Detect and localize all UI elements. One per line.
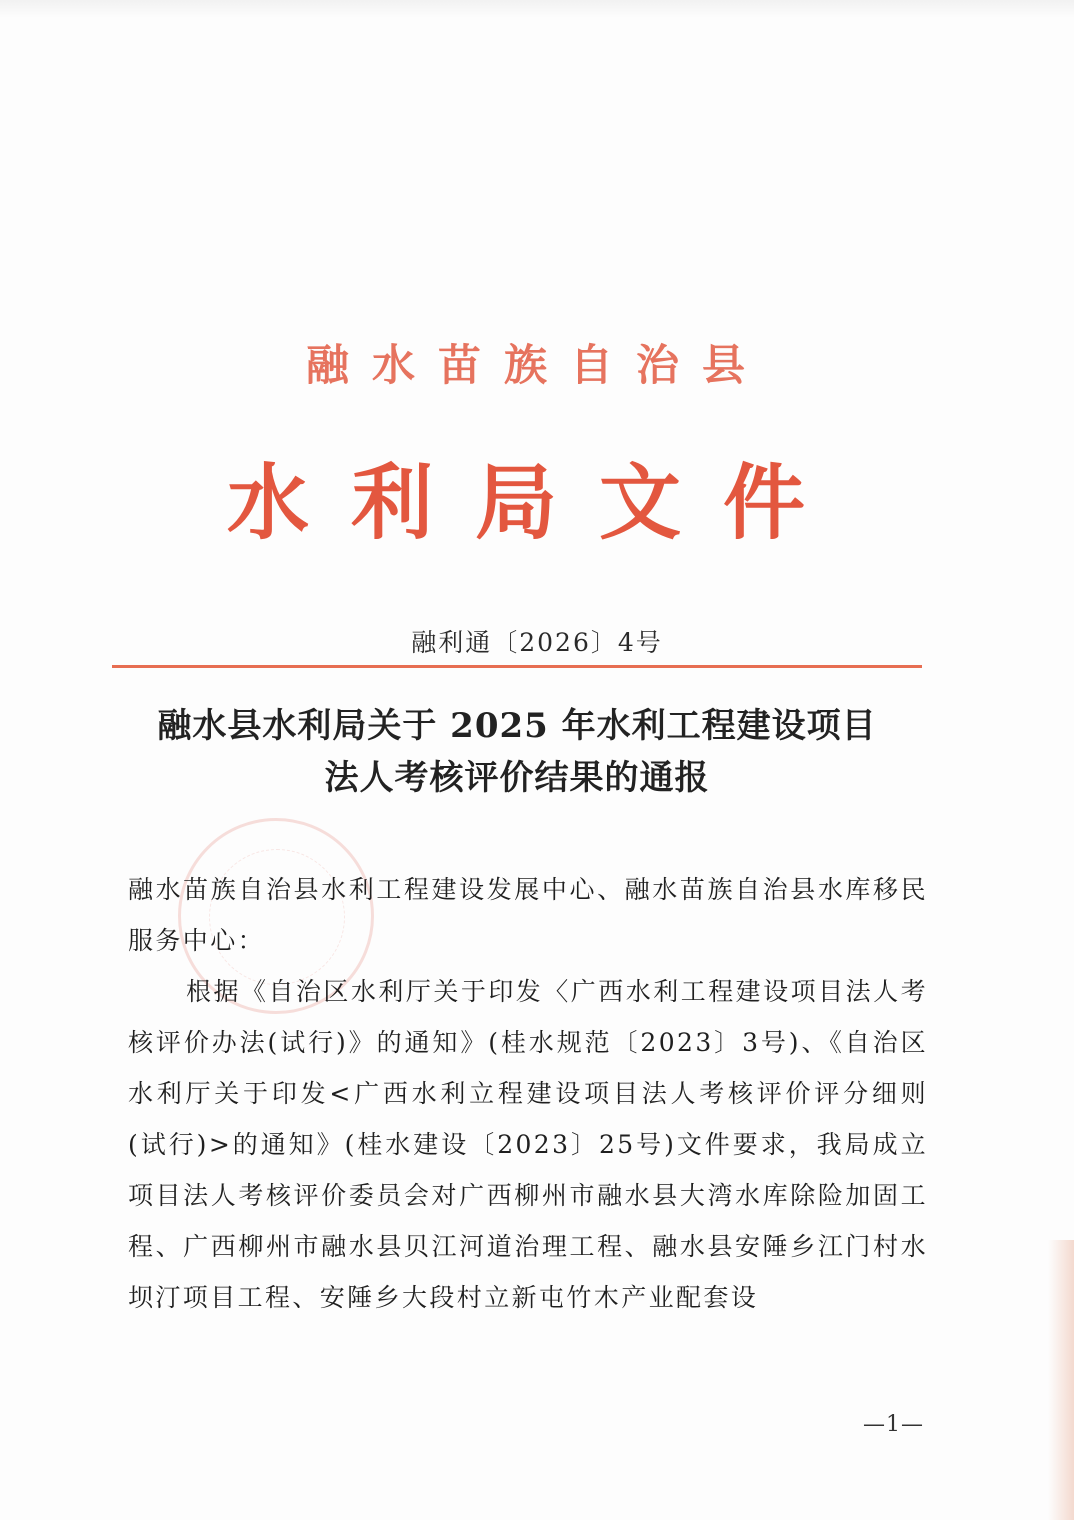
body-paragraph-1: 根据《自治区水利厅关于印发〈广西水利工程建设项目法人考核评价办法(试行)》的通知》(桂水规范〔2023〕3号)、《自治区水利厅关于印发<广西水利立程建设项目法人考核评价评分细则(试行)>的通知》(桂水建设〔2023〕25号)文件要求，我局成立项目法人考核评价委员会对广西柳州市融水县大湾水库除险加固工程、广西柳州市融水县贝江河道治理工程、融水县安陲乡江门村水坝汀项目工程、安陲乡大段村立新屯竹木产业配套设: [128, 977, 928, 1312]
scan-top-shadow: [0, 0, 1074, 18]
notice-title: [112, 700, 922, 804]
red-divider-line: [112, 665, 922, 668]
scan-edge-mark: [1048, 1240, 1074, 1520]
issuer-county-name: 融水苗族自治县: [306, 341, 768, 391]
issuer-document-heading: 水利局文件: [226, 455, 847, 551]
addressee-text: 融水苗族自治县水利工程建设发展中心、融水苗族自治县水库移民服务中心：: [128, 875, 928, 955]
notice-title-line-2: 法人考核评价结果的通报: [324, 758, 710, 798]
notice-title-line-1: 融水县水利局关于 2025 年水利工程建设项目: [157, 706, 877, 746]
notice-body: [128, 864, 928, 1323]
document-number: 融利通〔2026〕4号: [411, 628, 663, 657]
page-number: —1—: [863, 1412, 924, 1437]
